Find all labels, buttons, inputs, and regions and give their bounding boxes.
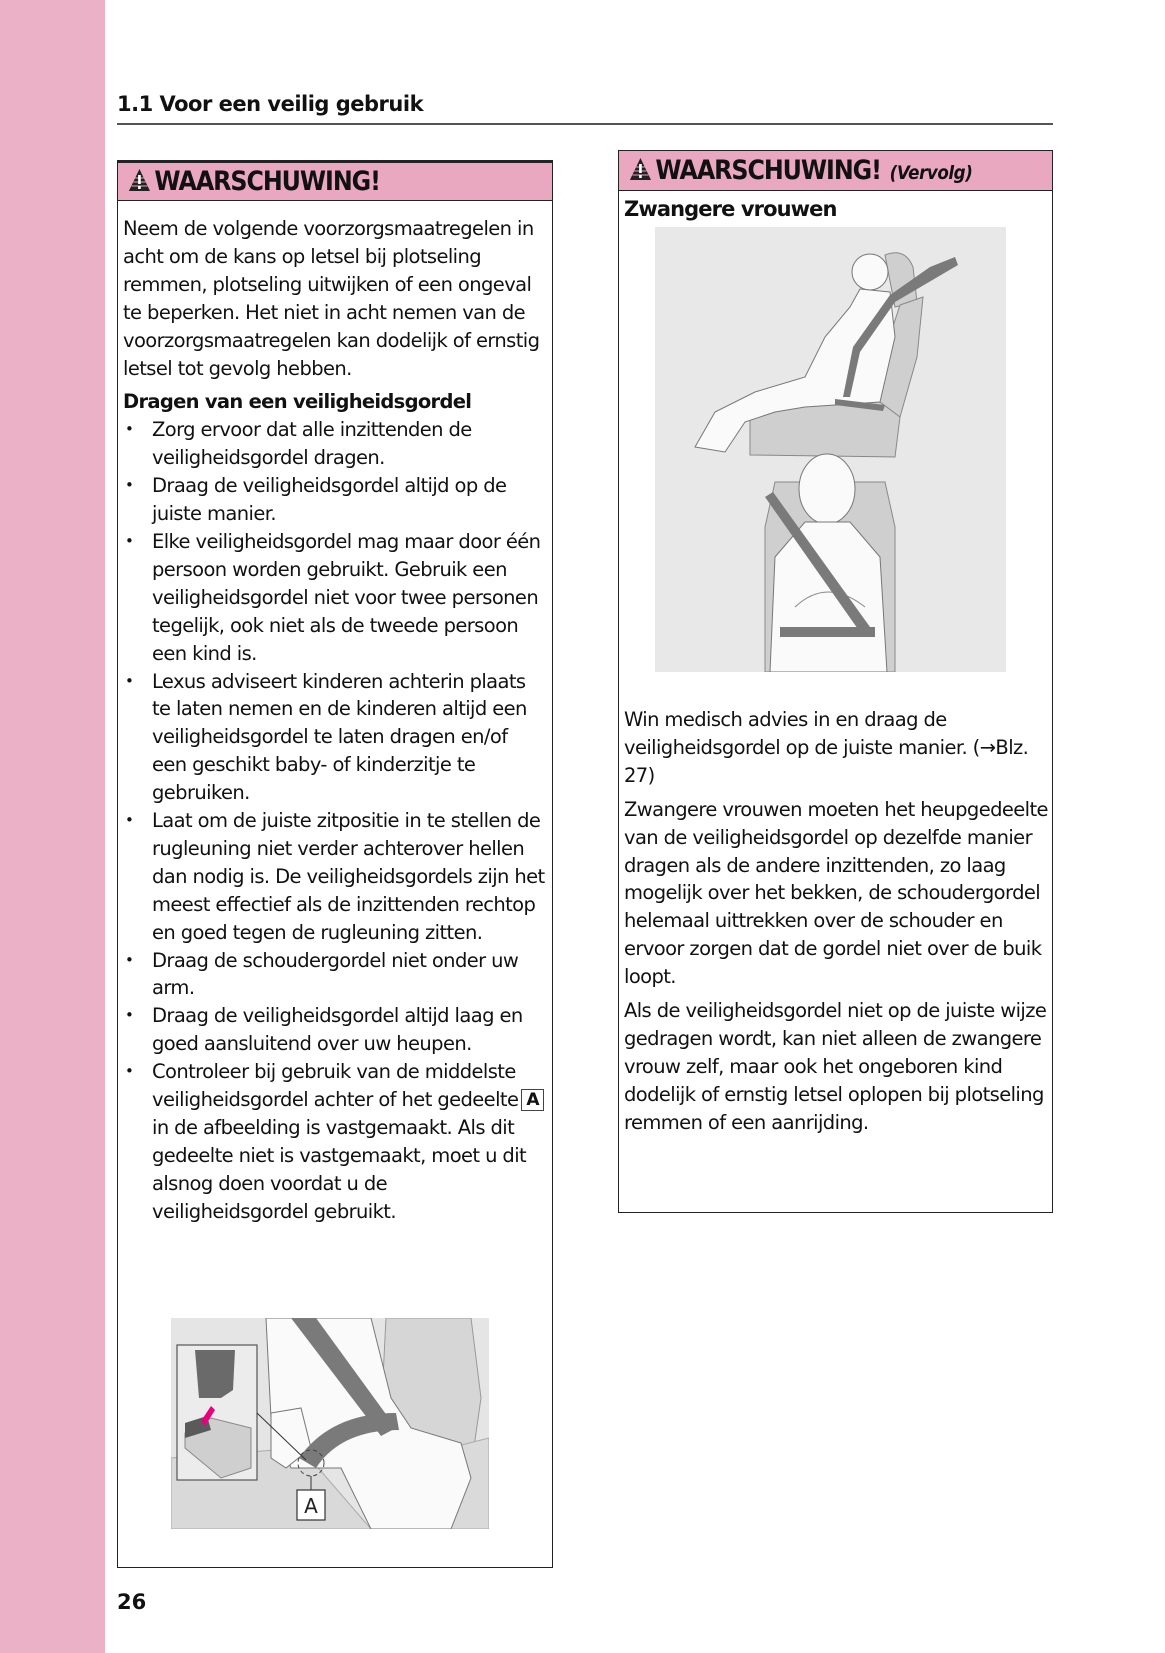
subheading-pregnant: Zwangere vrouwen	[624, 197, 837, 221]
pregnant-seatbelt-illustration	[655, 227, 1006, 672]
bullet-item: • Draag de veiligheidsgordel altijd laag en goed aansluitend over uw heupen.	[123, 1002, 547, 1058]
warning-header	[619, 151, 1052, 191]
bullet-item: • Lexus adviseert kinderen achterin plaats te laten nemen en de kinderen altijd een veiligheidsgordel te laten dragen en/of een geschikt baby- of kinderzitje te gebruiken.	[123, 668, 547, 808]
warning-intro: Neem de volgende voorzorgsmaatregelen in acht om de kans op letsel bij plotseling remmen, plotseling uitwijken of een ongeval te beperken. Het niet in acht nemen van de voorzorgsmaatregelen kan dodelijk of ernstig letsel tot gevolg hebben.	[123, 217, 540, 380]
continued-label: (Vervolg)	[889, 162, 973, 184]
warning-box	[117, 160, 553, 1568]
warning-box-continued	[618, 150, 1053, 1213]
warning-title: WAARSCHUWING!	[154, 166, 380, 197]
callout-label-a: A	[304, 1494, 318, 1518]
page-number: 26	[117, 1590, 147, 1614]
bullet-item: • Zorg ervoor dat alle inzittenden de veiligheidsgordel dragen.	[123, 416, 547, 472]
warning-header	[118, 161, 552, 201]
chapter-color-band	[0, 0, 105, 1653]
warning-triangle-icon	[128, 168, 151, 192]
warning-triangle-icon	[629, 157, 652, 181]
bullet-list	[123, 416, 547, 1225]
warning-title-wrap	[629, 155, 972, 186]
bullet-item: • Laat om de juiste zitpositie in te stellen de rugleuning niet verder achterover hellen dan nodig is. De veiligheidsgordels zijn het meest effectief als de inzittenden rechtop en goed tegen de rugleuning zitten.	[123, 807, 547, 947]
bullet-text-after: in de afbeelding is vastgemaakt. Als dit gedeelte niet is vastgemaakt, moet u dit alsnog doen voordat u de veiligheidsgordel gebruikt.	[152, 1116, 527, 1223]
warning-content	[123, 215, 547, 1226]
bullet-item: • Elke veiligheidsgordel mag maar door één persoon worden gebruikt. Gebruik een veiligheidsgordel niet voor twee personen tegelijk, ook niet als de tweede persoon een kind is.	[123, 528, 547, 668]
bullet-item: • Draag de veiligheidsgordel altijd op de juiste manier.	[123, 472, 547, 528]
paragraph: Win medisch advies in en draag de veiligheidsgordel op de juiste manier. (→Blz. 27)	[624, 708, 1029, 787]
subheading-seatbelt: Dragen van een veiligheidsgordel	[123, 390, 472, 414]
bullet-text-before: Controleer bij gebruik van de middelste veiligheidsgordel achter of het gedeelte	[152, 1060, 519, 1112]
callout-marker-a: A	[521, 1089, 544, 1111]
pregnant-guidance	[624, 706, 1048, 1143]
pregnant-drawing	[655, 227, 1006, 672]
paragraph: Zwangere vrouwen moeten het heupgedeelte van de veiligheidsgordel op dezelfde manier dragen als de andere inzittenden, zo laag mogelijk over het bekken, de schoudergordel helemaal uittrekken over de schouder en ervoor zorgen dat de gordel niet over de buik loopt.	[624, 797, 1048, 989]
bullet-item	[123, 1058, 547, 1225]
section-divider	[117, 123, 1053, 125]
section-title: 1.1 Voor een veilig gebruik	[117, 92, 424, 116]
paragraph: Als de veiligheidsgordel niet op de juiste wijze gedragen wordt, kan niet alleen de zwangere vrouw zelf, maar ook het ongeboren kind dodelijk of ernstig letsel oplopen bij plotseling remmen of een aanrijding.	[624, 999, 1047, 1134]
warning-title-wrap	[128, 166, 380, 197]
seatbelt-drawing	[171, 1318, 489, 1529]
warning-title: WAARSCHUWING!	[655, 155, 881, 186]
seatbelt-illustration	[171, 1318, 489, 1529]
bullet-item: • Draag de schoudergordel niet onder uw arm.	[123, 947, 547, 1003]
